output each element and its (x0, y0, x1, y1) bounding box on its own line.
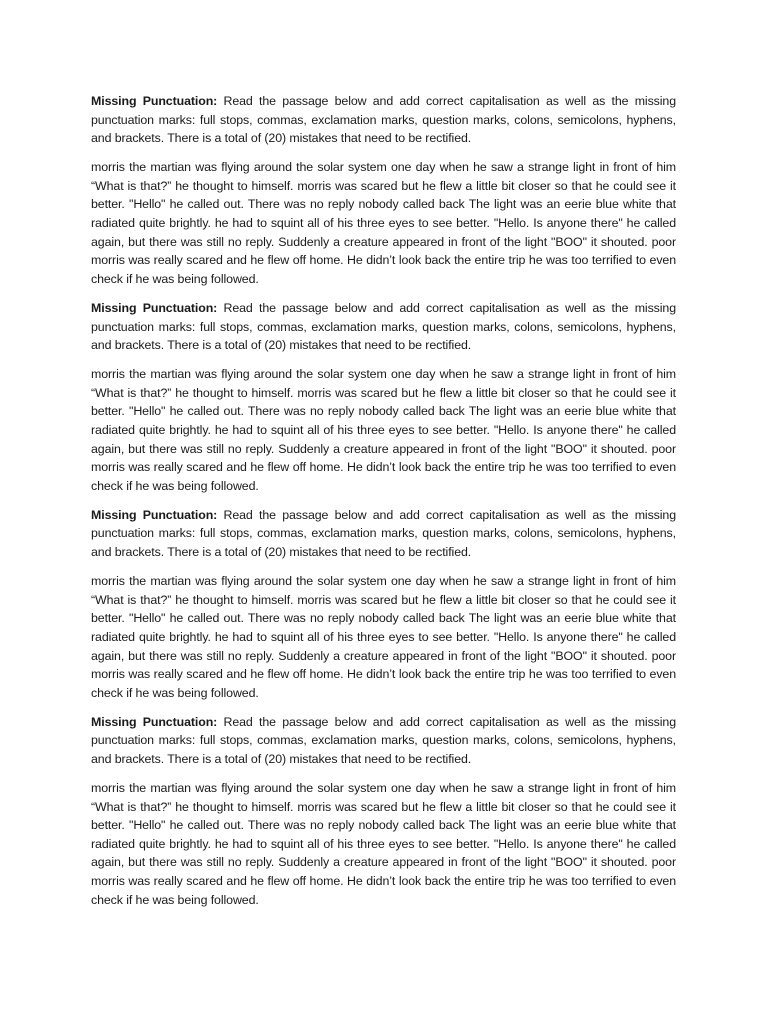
instructions-text: Read the passage below and add correct capitalisation as well as the missing punctuation marks: full stops, commas, exclamation marks, question marks, colons, semicolons, hyphens, and brackets. There is a total of (20) mistakes that need to be rectified. (91, 714, 677, 766)
exercise-block-1 (91, 92, 676, 288)
instructions-paragraph (91, 713, 676, 769)
passage-paragraph: morris the martian was flying around the solar system one day when he saw a strange light in front of him “What is that?” he thought to himself. morris was scared but he flew a little bit closer so that he could see it better. "Hello" he called out. There was no reply nobody called back The light was an eerie blue white that radiated quite brightly. he had to squint all of his three eyes to see better. "Hello. Is anyone there" he called again, but there was still no reply. Suddenly a creature appeared in front of the light "BOO" it shouted. poor morris was really scared and he flew off home. He didn’t look back the entire trip he was too terrified to even check if he was being followed. (91, 574, 676, 700)
passage-paragraph: morris the martian was flying around the solar system one day when he saw a strange light in front of him “What is that?” he thought to himself. morris was scared but he flew a little bit closer so that he could see it better. "Hello" he called out. There was no reply nobody called back The light was an eerie blue white that radiated quite brightly. he had to squint all of his three eyes to see better. "Hello. Is anyone there" he called again, but there was still no reply. Suddenly a creature appeared in front of the light "BOO" it shouted. poor morris was really scared and he flew off home. He didn’t look back the entire trip he was too terrified to even check if he was being followed. (91, 367, 676, 493)
exercise-block-2 (91, 299, 676, 495)
heading-label: Missing Punctuation: (91, 94, 218, 108)
instructions-paragraph (91, 92, 676, 148)
exercise-block-4 (91, 713, 676, 909)
exercise-block-3 (91, 506, 676, 702)
heading-label: Missing Punctuation: (91, 714, 218, 729)
instructions-paragraph (91, 299, 676, 355)
instructions-paragraph (91, 506, 676, 562)
passage-paragraph: morris the martian was flying around the solar system one day when he saw a strange light in front of him “What is that?” he thought to himself. morris was scared but he flew a little bit closer so that he could see it better. "Hello" he called out. There was no reply nobody called back The light was an eerie blue white that radiated quite brightly. he had to squint all of his three eyes to see better. "Hello. Is anyone there" he called again, but there was still no reply. Suddenly a creature appeared in front of the light "BOO" it shouted. poor morris was really scared and he flew off home. He didn’t look back the entire trip he was too terrified to even check if he was being followed. (91, 781, 676, 907)
heading-label: Missing Punctuation: (91, 300, 218, 315)
instructions-text: Read the passage below and add correct capitalisation as well as the missing punctuation marks: full stops, commas, exclamation marks, question marks, colons, semicolons, hyphens, and brackets. There is a total of (20) mistakes that need to be rectified. (91, 94, 677, 146)
instructions-text: Read the passage below and add correct capitalisation as well as the missing punctuation marks: full stops, commas, exclamation marks, question marks, colons, semicolons, hyphens, and brackets. There is a total of (20) mistakes that need to be rectified. (91, 507, 677, 560)
passage-paragraph: morris the martian was flying around the solar system one day when he saw a strange light in front of him “What is that?” he thought to himself. morris was scared but he flew a little bit closer so that he could see it better. "Hello" he called out. There was no reply nobody called back The light was an eerie blue white that radiated quite brightly. he had to squint all of his three eyes to see better. "Hello. Is anyone there" he called again, but there was still no reply. Suddenly a creature appeared in front of the light "BOO" it shouted. poor morris was really scared and he flew off home. He didn’t look back the entire trip he was too terrified to even check if he was being followed. (91, 160, 676, 286)
heading-label: Missing Punctuation: (91, 507, 218, 522)
instructions-text: Read the passage below and add correct capitalisation as well as the missing punctuation marks: full stops, commas, exclamation marks, question marks, colons, semicolons, hyphens, and brackets. There is a total of (20) mistakes that need to be rectified. (91, 300, 677, 353)
